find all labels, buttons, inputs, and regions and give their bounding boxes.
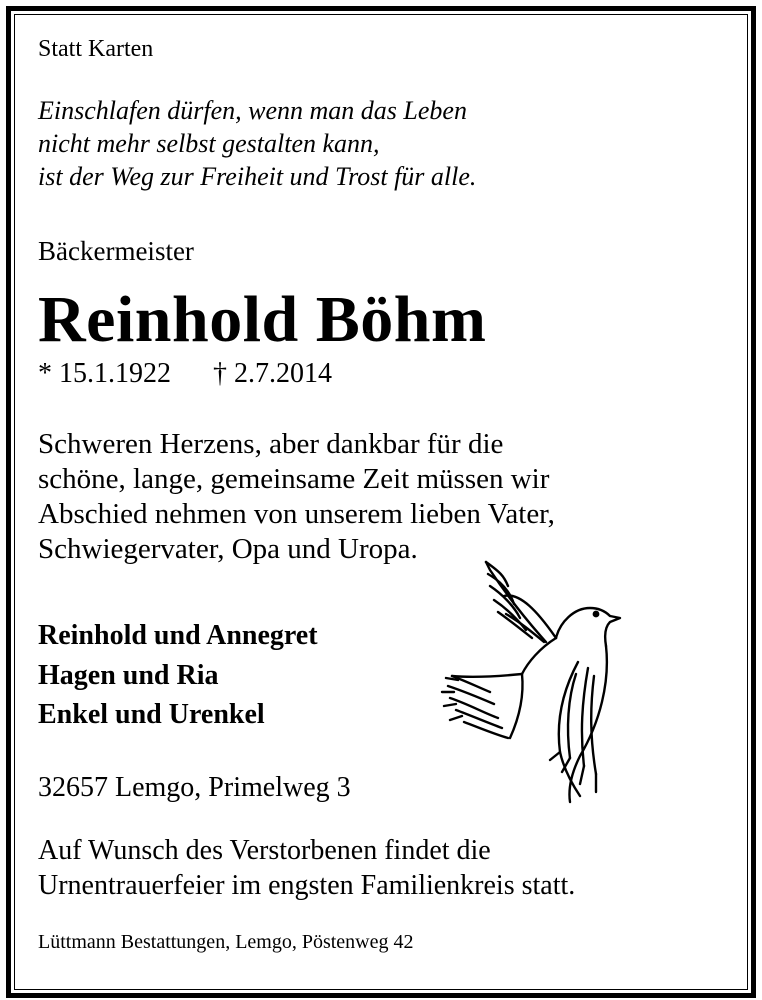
quote-line: ist der Weg zur Freiheit und Trost für alle. [38,162,477,191]
quote-line: nicht mehr selbst gestalten kann, [38,129,380,158]
message-line: Schwiegervater, Opa und Uropa. [38,533,418,565]
condolence-message [38,427,555,567]
funeral-notice [38,833,575,903]
address: 32657 Lemgo, Primelweg 3 [38,772,351,803]
death-date: † 2.7.2014 [213,358,332,389]
quote [38,94,476,193]
header-text: Statt Karten [38,36,154,62]
quote-line: Einschlafen dürfen, wenn man das Leben [38,96,467,125]
message-line: Abschied nehmen von unserem lieben Vater, [38,498,555,530]
undertaker-info: Lüttmann Bestattungen, Lemgo, Pöstenweg 42 [38,931,414,953]
mourner-entry: Reinhold und Annegret [38,620,318,651]
message-line: Schweren Herzens, aber dankbar für die [38,428,504,460]
mourners-list [38,616,318,735]
profession: Bäckermeister [38,236,194,266]
notice-line: Urnentrauerfeier im engsten Familienkreis statt. [38,870,576,901]
deceased-name: Reinhold Böhm [38,283,487,356]
message-line: schöne, lange, gemeinsame Zeit müssen wir [38,463,550,495]
mourner-entry: Enkel und Urenkel [38,699,265,730]
mourner-entry: Hagen und Ria [38,659,219,691]
birth-date: * 15.1.1922 [38,358,171,389]
notice-line: Auf Wunsch des Verstorbenen findet die [38,835,491,866]
life-dates [38,358,332,390]
dove-icon [428,552,628,808]
